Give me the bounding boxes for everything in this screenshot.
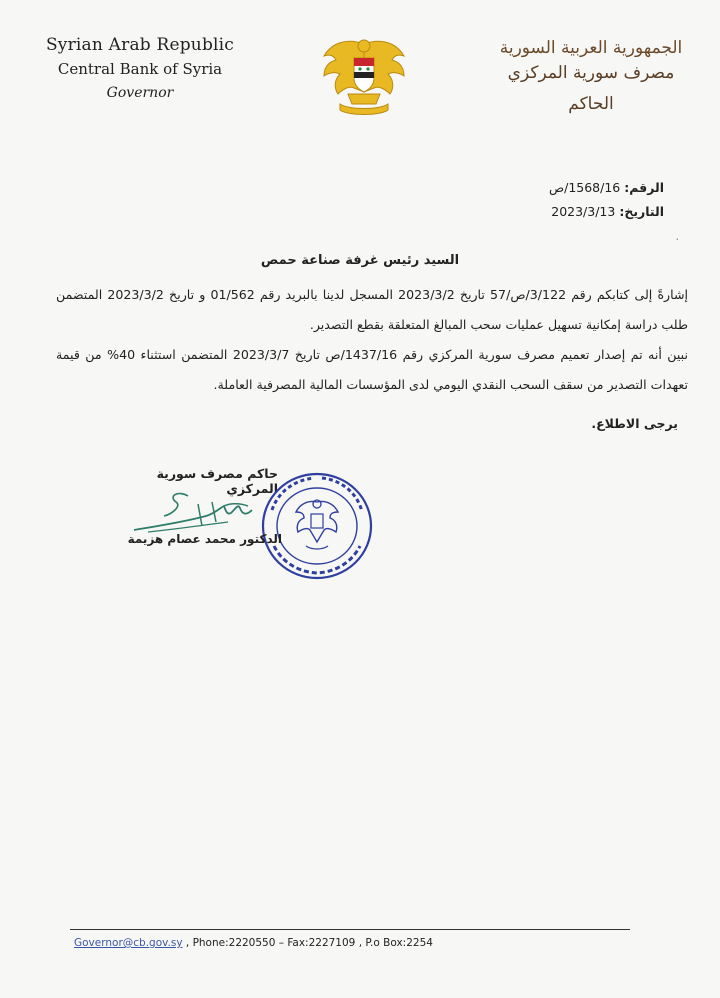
reference-block xyxy=(549,176,664,224)
footer-email-link[interactable]: Governor@cb.gov.sy xyxy=(74,937,183,949)
footer-divider xyxy=(70,929,630,930)
paragraph-body: نبين أنه تم إصدار تعميم مصرف سورية المركزي رقم 1437/16/ص تاريخ 2023/3/7 المتضمن استثناء 40% من قيمة تعهدات التصدير من سقف السحب النقدي اليومي لدى المؤسسات المالية المصرفية العاملة. xyxy=(56,347,688,392)
paragraph-reference: إشارةً إلى كتابكم رقم 3/122/ص/57 تاريخ 2023/3/2 المسجل لدينا بالبريد رقم 01/562 و تاريخ 2023/3/2 المتضمن طلب دراسة إمكانية تسهيل عمليات سحب المبالغ المتعلقة بقطع التصدير. xyxy=(56,287,689,332)
header-bank-ar: مصرف سورية المركزي xyxy=(507,63,675,83)
reference-number-value: 1568/16/ص xyxy=(549,180,621,195)
official-seal-icon xyxy=(258,470,376,582)
reference-date-value: 2023/3/13 xyxy=(551,204,616,219)
header-office: Governor xyxy=(106,85,174,101)
margin-mark: ٠ xyxy=(674,234,680,245)
handwritten-signature-icon xyxy=(128,486,258,538)
footer-contact xyxy=(74,937,433,949)
header-bank: Central Bank of Syria xyxy=(57,60,223,78)
header-country-ar: الجمهورية العربية السورية xyxy=(499,38,683,58)
closing-line: يرجى الاطلاع. xyxy=(591,416,678,431)
reference-number-label: الرقم: xyxy=(624,180,664,195)
eagle-emblem-icon xyxy=(318,32,410,120)
reference-number xyxy=(549,176,664,200)
reference-date-label: التاريخ: xyxy=(619,204,664,219)
header-office-ar: الحاكم xyxy=(568,94,614,114)
header-english xyxy=(40,34,240,104)
signatory-name: الدكتور محمد عصام هزيمة xyxy=(127,532,282,546)
header-country: Syrian Arab Republic xyxy=(45,35,235,55)
addressee: السيد رئيس غرفة صناعة حمص xyxy=(260,253,460,268)
header-arabic xyxy=(496,36,686,122)
footer-contact-details: , Phone:2220550 – Fax:2227109 , P.o Box:2254 xyxy=(182,937,433,949)
signatory-title: حاكم مصرف سورية المركزي xyxy=(156,466,278,496)
reference-date xyxy=(549,200,664,224)
